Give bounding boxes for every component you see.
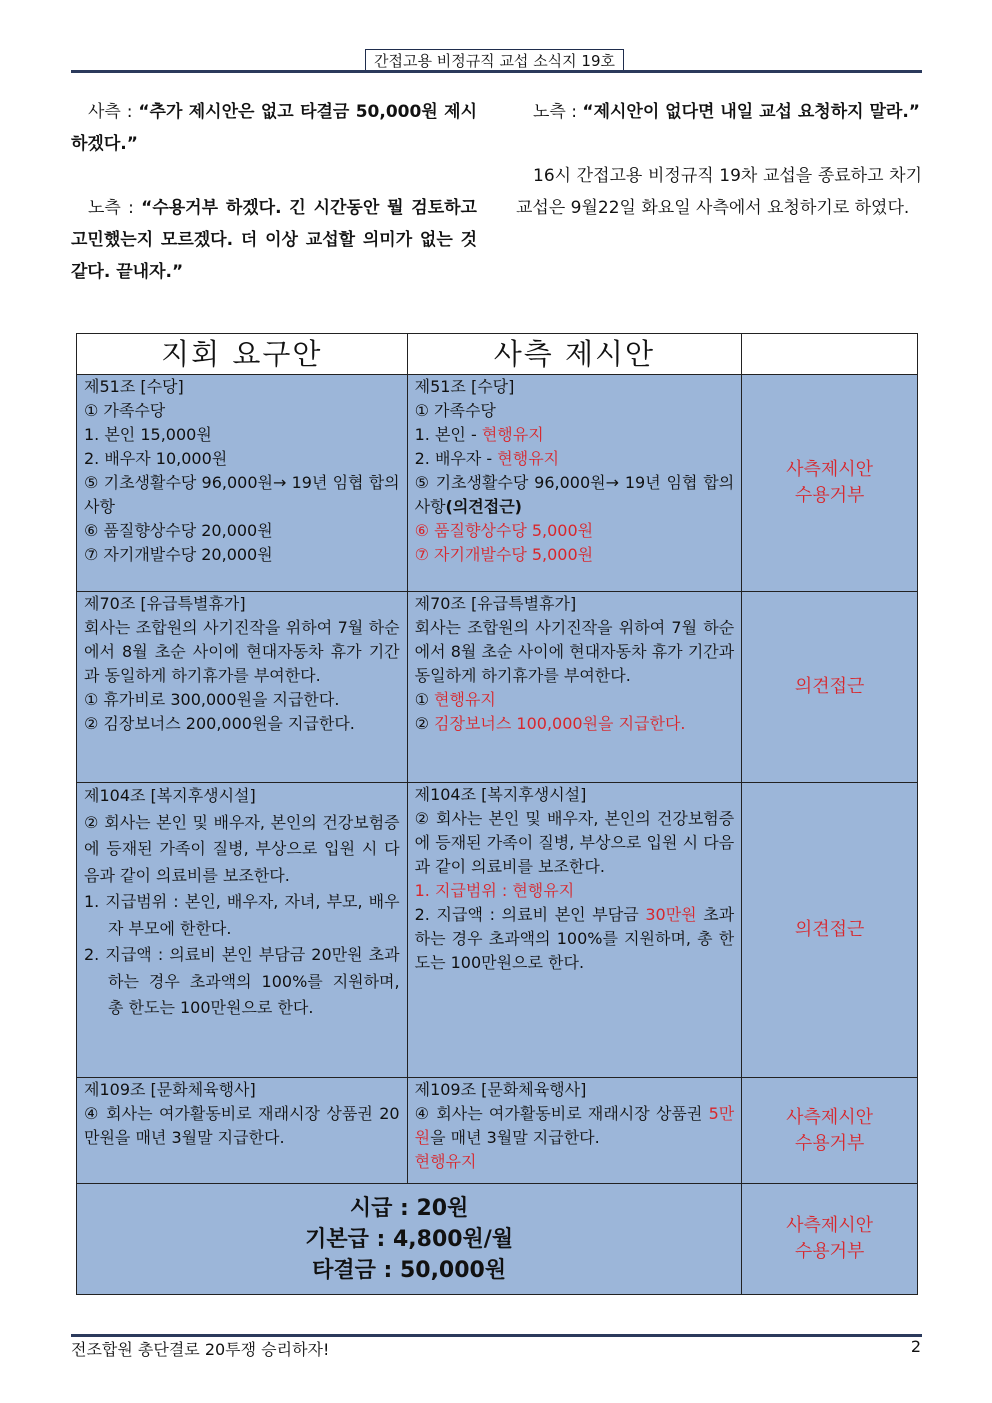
table-row [77, 783, 918, 1078]
header-company-proposal: 사측 제시안 [407, 334, 742, 375]
header-union-demand: 지회 요구안 [77, 334, 408, 375]
union-statement: 노측 : “수용거부 하겠다. 긴 시간동안 뭘 검토하고 고민했는지 모르겠다. 더 이상 교섭할 의미가 없는 것 같다. 끝내자.” [71, 198, 477, 282]
status-note: 의견접근 [742, 592, 918, 783]
company-proposal-cell: 제104조 [복지후생시설] ② 회사는 본인 및 배우자, 본인의 건강보험증에 등재된 가족이 질병, 부상으로 입원 시 다음과 같이 의료비를 보조한다. 1. 지급범위 : 현행유지 2. 지급액 : 의료비 본인 부담금 30만원 초과하는 경우 초과액의 100%를 지원하며, 총 한도는 100만원으로 한다. [407, 783, 742, 1078]
union-statement-2: 노측 : “제시안이 없다면 내일 교섭 요청하지 말라.” [533, 102, 920, 122]
company-proposal-cell: 제70조 [유급특별휴가] 회사는 조합원의 사기진작을 위하여 7월 하순에서 8월 초순 사이에 현대자동차 휴가 기간과 동일하게 하기휴가를 부여한다. ① 현행유지 ② 김장보너스 100,000원을 지급한다. [407, 592, 742, 783]
status-note: 사측제시안 수용거부 [742, 1078, 918, 1184]
status-note: 의견접근 [742, 783, 918, 1078]
left-column [71, 96, 477, 288]
union-demand-cell: 제70조 [유급특별휴가] 회사는 조합원의 사기진작을 위하여 7월 하순에서 8월 초순 사이에 현대자동차 휴가 기간과 동일하게 하기휴가를 부여한다. ① 휴가비로 300,000원을 지급한다. ② 김장보너스 200,000원을 지급한다. [77, 592, 408, 783]
page-number: 2 [910, 1337, 921, 1356]
table-row [77, 592, 918, 783]
proposal-table [76, 333, 918, 1295]
header-rule [71, 70, 922, 73]
footer-slogan: 전조합원 총단결로 20투쟁 승리하자! [71, 1340, 330, 1359]
union-demand-cell: 제51조 [수당] ① 가족수당 1. 본인 15,000원 2. 배우자 10,000원 ⑤ 기초생활수당 96,000원→ 19년 임협 합의사항 ⑥ 품질향상수당 20,000원 ⑦ 자기개발수당 20,000원 [77, 375, 408, 592]
status-note: 사측제시안 수용거부 [742, 1184, 918, 1295]
table-row [77, 375, 918, 592]
table-row [77, 1078, 918, 1184]
newsletter-title: 간접고용 비정규직 교섭 소식지 19호 [365, 49, 624, 72]
company-statement: 사측 : “추가 제시안은 없고 타결금 50,000원 제시하겠다.” [71, 102, 477, 154]
right-column [516, 96, 922, 224]
company-proposal-cell: 제51조 [수당] ① 가족수당 1. 본인 - 현행유지 2. 배우자 - 현행유지 ⑤ 기초생활수당 96,000원→ 19년 임협 합의사항(의견접근) ⑥ 품질향상수당 5,000원 ⑦ 자기개발수당 5,000원 [407, 375, 742, 592]
table-header-row [77, 334, 918, 375]
summary-row [77, 1184, 918, 1295]
closing-paragraph: 16시 간접고용 비정규직 19차 교섭을 종료하고 차기 교섭은 9월22일 화요일 사측에서 요청하기로 하였다. [516, 166, 922, 218]
status-note: 사측제시안 수용거부 [742, 375, 918, 592]
summary-cell: 시급 : 20원 기본급 : 4,800원/월 타결금 : 50,000원 [77, 1184, 742, 1295]
company-proposal-cell: 제109조 [문화체육행사] ④ 회사는 여가활동비로 재래시장 상품권 5만원을 매년 3월말 지급한다. 현행유지 [407, 1078, 742, 1184]
union-demand-cell: 제104조 [복지후생시설] ② 회사는 본인 및 배우자, 본인의 건강보험증에 등재된 가족이 질병, 부상으로 입원 시 다음과 같이 의료비를 보조한다. 1. 지급범위 : 본인, 배우자, 자녀, 부모, 배우자 부모에 한한다. 2. 지급액 : 의료비 본인 부담금 20만원 초과하는 경우 초과액의 100%를 지원하며, 총 한도는 100만원으로 한다. [77, 783, 408, 1078]
header-note [742, 334, 918, 375]
union-demand-cell: 제109조 [문화체육행사] ④ 회사는 여가활동비로 재래시장 상품권 20만원을 매년 3월말 지급한다. [77, 1078, 408, 1184]
